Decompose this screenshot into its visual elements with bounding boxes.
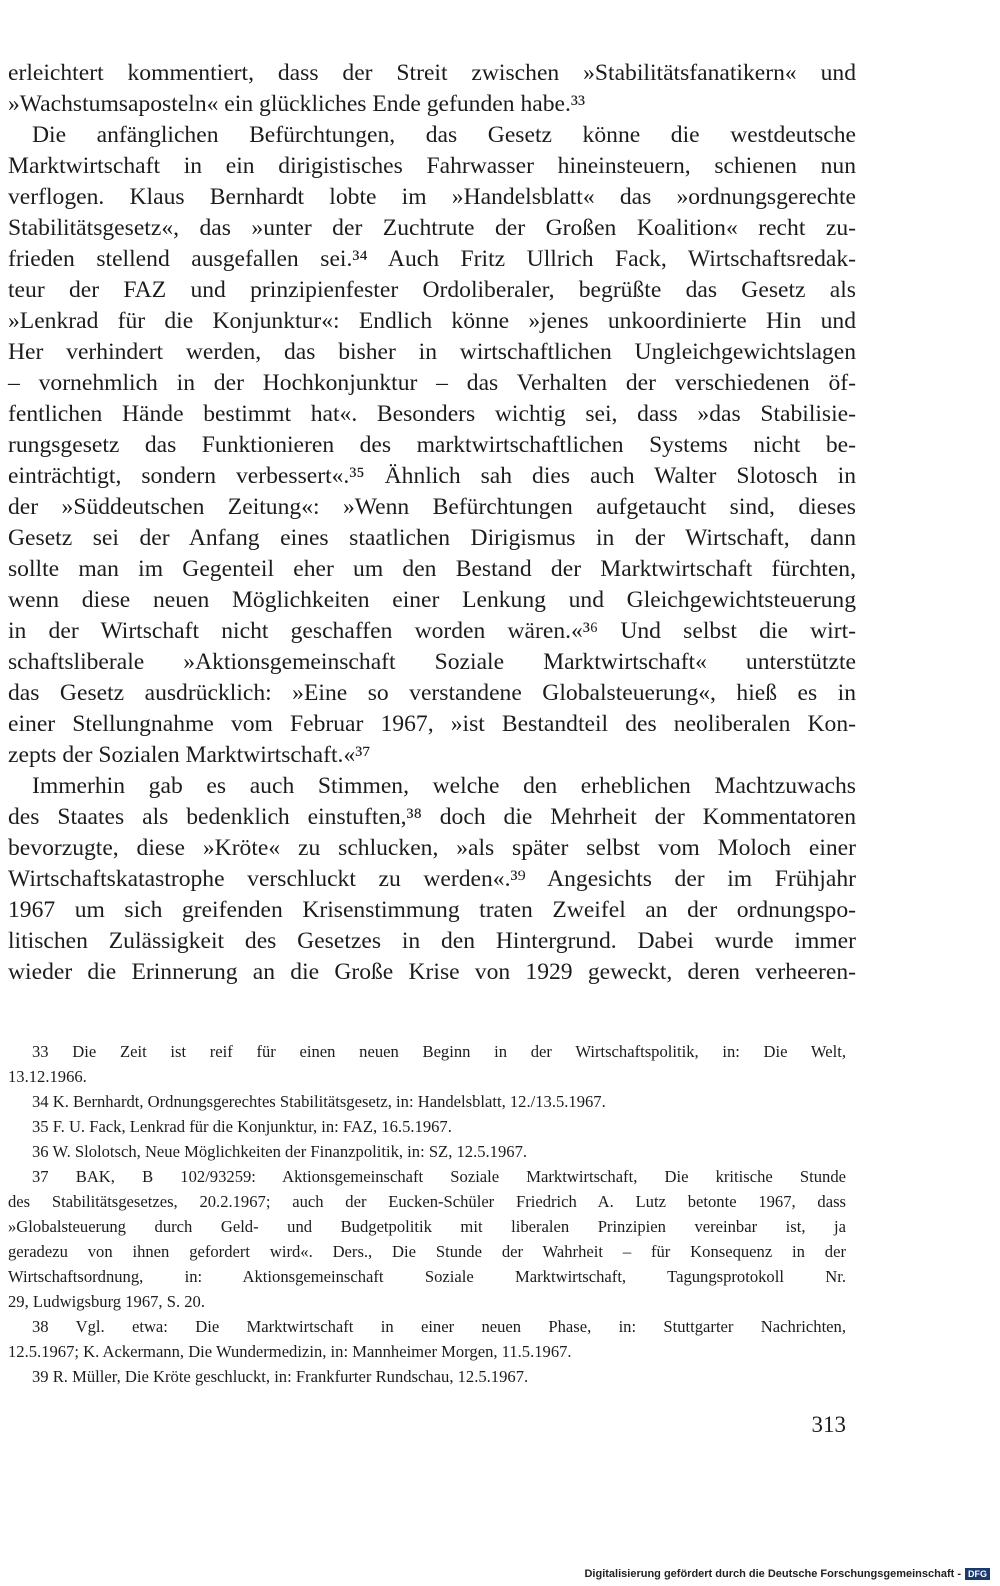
body-line: zepts der Sozialen Marktwirtschaft.«³⁷ xyxy=(8,742,371,768)
body-line: des Staates als bedenklich einstuften,³⁸ doch die Mehrheit der Kommentatoren xyxy=(8,804,856,830)
footnote-line: 33 Die Zeit ist reif für einen neuen Beginn in der Wirtschaftspolitik, in: Die Welt, xyxy=(32,1042,846,1061)
body-line: teur der FAZ und prinzipienfester Ordoliberaler, begrüßte das Gesetz als xyxy=(8,277,856,303)
body-line: Die anfänglichen Befürchtungen, das Gesetz könne die westdeutsche xyxy=(32,122,856,148)
footnote-line: 35 F. U. Fack, Lenkrad für die Konjunktur, in: FAZ, 16.5.1967. xyxy=(32,1117,452,1136)
footnote-line: 39 R. Müller, Die Kröte geschluckt, in: Frankfurter Rundschau, 12.5.1967. xyxy=(32,1367,529,1386)
footnote-line: geradezu von ihnen gefordert wird«. Ders., Die Stunde der Wahrheit – für Konsequenz in der xyxy=(8,1242,846,1261)
body-line: rungsgesetz das Funktionieren des marktwirtschaftlichen Systems nicht be- xyxy=(8,432,856,458)
body-line: in der Wirtschaft nicht geschaffen worden wären.«³⁶ Und selbst die wirt- xyxy=(8,618,856,644)
footnote-line: 36 W. Slolotsch, Neue Möglichkeiten der Finanzpolitik, in: SZ, 12.5.1967. xyxy=(32,1142,528,1161)
body-line: litischen Zulässigkeit des Gesetzes in den Hintergrund. Dabei wurde immer xyxy=(8,928,856,954)
footnote-line: 12.5.1967; K. Ackermann, Die Wundermedizin, in: Mannheimer Morgen, 11.5.1967. xyxy=(8,1342,572,1361)
body-line: verflogen. Klaus Bernhardt lobte im »Handelsblatt« das »ordnungsgerechte xyxy=(8,184,856,210)
footnote-line: »Globalsteuerung durch Geld- und Budgetpolitik mit liberalen Prinzipien vereinbar ist, ja xyxy=(8,1217,846,1236)
body-line: das Gesetz ausdrücklich: »Eine so verstandene Globalsteuerung«, hieß es in xyxy=(8,680,856,706)
body-line: Stabilitätsgesetz«, das »unter der Zuchtrute der Großen Koalition« recht zu- xyxy=(8,215,856,241)
footnote-line: 34 K. Bernhardt, Ordnungsgerechtes Stabilitätsgesetz, in: Handelsblatt, 12./13.5.1967. xyxy=(32,1092,606,1111)
body-line: einer Stellungnahme vom Februar 1967, »ist Bestandteil des neoliberalen Kon- xyxy=(8,711,856,737)
body-line: wenn diese neuen Möglichkeiten einer Lenkung und Gleichgewichtsteuerung xyxy=(8,587,856,613)
footnote-line: 13.12.1966. xyxy=(8,1067,87,1086)
body-line: »Lenkrad für die Konjunktur«: Endlich könne »jenes unkoordinierte Hin und xyxy=(8,308,856,334)
body-line: schaftsliberale »Aktionsgemeinschaft Soziale Marktwirtschaft« unterstützte xyxy=(8,649,856,675)
footnote-line: 38 Vgl. etwa: Die Marktwirtschaft in einer neuen Phase, in: Stuttgarter Nachrichten, xyxy=(32,1317,846,1336)
body-line: Immerhin gab es auch Stimmen, welche den erheblichen Machtzuwachs xyxy=(32,773,856,799)
body-line: frieden stellend ausgefallen sei.³⁴ Auch Fritz Ullrich Fack, Wirtschaftsredak- xyxy=(8,246,856,272)
body-line: erleichtert kommentiert, dass der Streit zwischen »Stabilitätsfanatikern« und xyxy=(8,60,856,86)
dfg-notice-text: Digitalisierung gefördert durch die Deutsche Forschungsgemeinschaft - xyxy=(584,1568,961,1580)
body-line: »Wachstumsaposteln« ein glückliches Ende gefunden habe.³³ xyxy=(8,91,586,117)
body-line: Wirtschaftskatastrophe verschluckt zu werden«.³⁹ Angesichts der im Frühjahr xyxy=(8,866,856,892)
footnote-line: Wirtschaftsordnung, in: Aktionsgemeinschaft Soziale Marktwirtschaft, Tagungsprotokoll Nr. xyxy=(8,1267,846,1286)
body-line: wieder die Erinnerung an die Große Krise von 1929 geweckt, deren verheeren- xyxy=(8,959,856,985)
body-line: der »Süddeutschen Zeitung«: »Wenn Befürchtungen aufgetaucht sind, dieses xyxy=(8,494,856,520)
body-line: bevorzugte, diese »Kröte« zu schlucken, »als später selbst vom Moloch einer xyxy=(8,835,856,861)
body-line: fentlichen Hände bestimmt hat«. Besonders wichtig sei, dass »das Stabilisie- xyxy=(8,401,856,427)
body-line: sollte man im Gegenteil eher um den Bestand der Marktwirtschaft fürchten, xyxy=(8,556,856,582)
dfg-notice xyxy=(584,1568,990,1580)
body-line: Marktwirtschaft in ein dirigistisches Fahrwasser hineinsteuern, schienen nun xyxy=(8,153,856,179)
body-text xyxy=(8,58,856,988)
body-line: – vornehmlich in der Hochkonjunktur – das Verhalten der verschiedenen öf- xyxy=(8,370,856,396)
footnotes xyxy=(8,1039,846,1389)
body-line: einträchtigt, sondern verbessert«.³⁵ Ähnlich sah dies auch Walter Slotosch in xyxy=(8,463,856,489)
dfg-logo: DFG xyxy=(965,1568,990,1580)
footnote-line: des Stabilitätsgesetzes, 20.2.1967; auch der Eucken-Schüler Friedrich A. Lutz betonte 1967, dass xyxy=(8,1192,846,1211)
footnote-line: 29, Ludwigsburg 1967, S. 20. xyxy=(8,1292,205,1311)
footnote-line: 37 BAK, B 102/93259: Aktionsgemeinschaft Soziale Marktwirtschaft, Die kritische Stunde xyxy=(32,1167,846,1186)
page-number: 313 xyxy=(811,1412,846,1437)
body-line: Her verhindert werden, das bisher in wirtschaftlichen Ungleichgewichtslagen xyxy=(8,339,856,365)
body-line: 1967 um sich greifenden Krisenstimmung traten Zweifel an der ordnungspo- xyxy=(8,897,856,923)
body-line: Gesetz sei der Anfang eines staatlichen Dirigismus in der Wirtschaft, dann xyxy=(8,525,856,551)
